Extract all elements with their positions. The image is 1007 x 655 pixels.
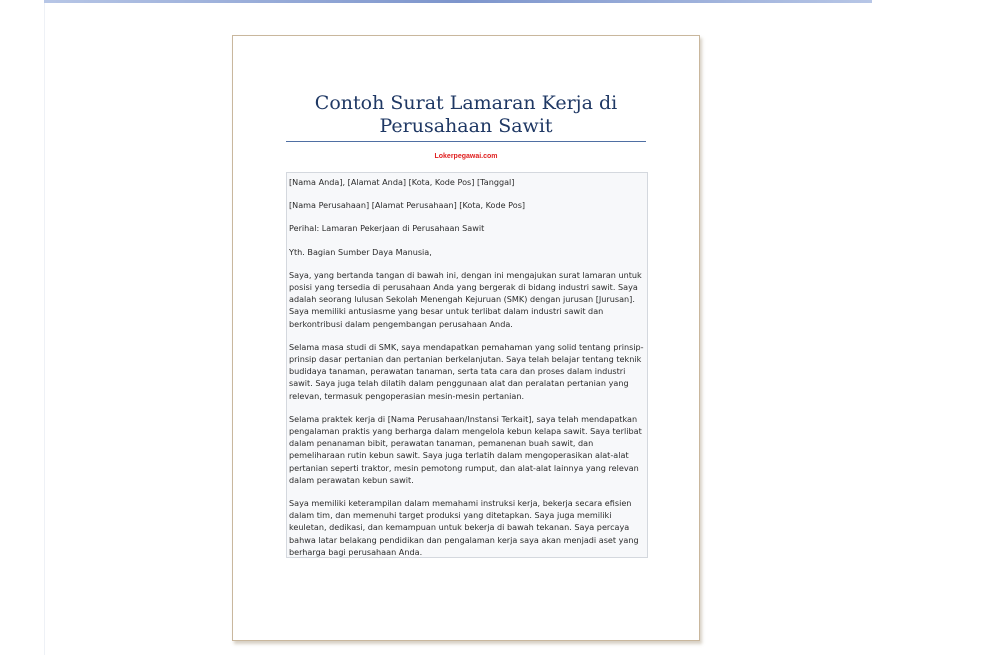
paragraph-experience: Selama praktek kerja di [Nama Perusahaan/Instansi Terkait], saya telah mendapatkan pengalaman praktis yang berharga dalam mengelola kebun kelapa sawit. Saya terlibat dalam penanaman bibit, perawatan tanaman, pemanenan buah sawit, dan pemeliharaan rutin kebun sawit. Saya juga terlatih dalam mengoperasikan alat-alat pertanian seperti traktor, mesin pemotong rumput, dan alat-alat lainnya yang relevan dalam perawatan kebun sawit.: [289, 413, 642, 485]
letter-body: [286, 172, 648, 558]
salutation: Yth. Bagian Sumber Daya Manusia,: [289, 246, 432, 257]
paragraph-education: Selama masa studi di SMK, saya mendapatkan pemahaman yang solid tentang prinsip-prinsip dasar pertanian dan pertanian berkelanjutan. Saya telah belajar tentang teknik budidaya tanaman, perawatan tanaman, serta tata cara dan proses dalam industri sawit. Saya juga telah dilatih dalam penggunaan alat dan peralatan pertanian yang relevan, termasuk pengoperasian mesin-mesin pertanian.: [289, 341, 644, 401]
paragraph-skills: Saya memiliki keterampilan dalam memahami instruksi kerja, bekerja secara efisien dalam tim, dan memenuhi target produksi yang ditetapkan. Saya juga memiliki keuletan, dedikasi, dan kemampuan untuk bekerja di bawah tekanan. Saya percaya bahwa latar belakang pendidikan dan pengalaman kerja saya akan menjadi aset yang berharga bagi perusahaan Anda.: [289, 498, 639, 557]
document-page: [232, 35, 700, 641]
sender-info: [Nama Anda], [Alamat Anda] [Kota, Kode Pos] [Tanggal]: [289, 177, 515, 187]
subject-line: Perihal: Lamaran Pekerjaan di Perusahaan Sawit: [289, 223, 485, 234]
left-margin-rule: [44, 3, 45, 655]
recipient-info: [Nama Perusahaan] [Alamat Perusahaan] [Kota, Kode Pos]: [289, 200, 526, 211]
document-title: [286, 92, 646, 138]
title-underline: [286, 141, 646, 142]
title-line-1: Contoh Surat Lamaran Kerja di: [314, 92, 618, 114]
paragraph-intro: Saya, yang bertanda tangan di bawah ini, dengan ini mengajukan surat lamaran untuk posisi yang tersedia di perusahaan Anda yang bergerak di bidang industri sawit. Saya adalah seorang lulusan Sekolah Menengah Kejuruan (SMK) dengan jurusan [Jurusan]. Saya memiliki antusiasme yang besar untuk terlibat dalam industri sawit dan berkontribusi dalam pengembangan perusahaan Anda.: [289, 269, 642, 329]
title-line-2: Perusahaan Sawit: [379, 115, 553, 137]
top-accent-bar: [44, 0, 872, 3]
source-watermark: Lokerpegawai.com: [434, 153, 498, 160]
